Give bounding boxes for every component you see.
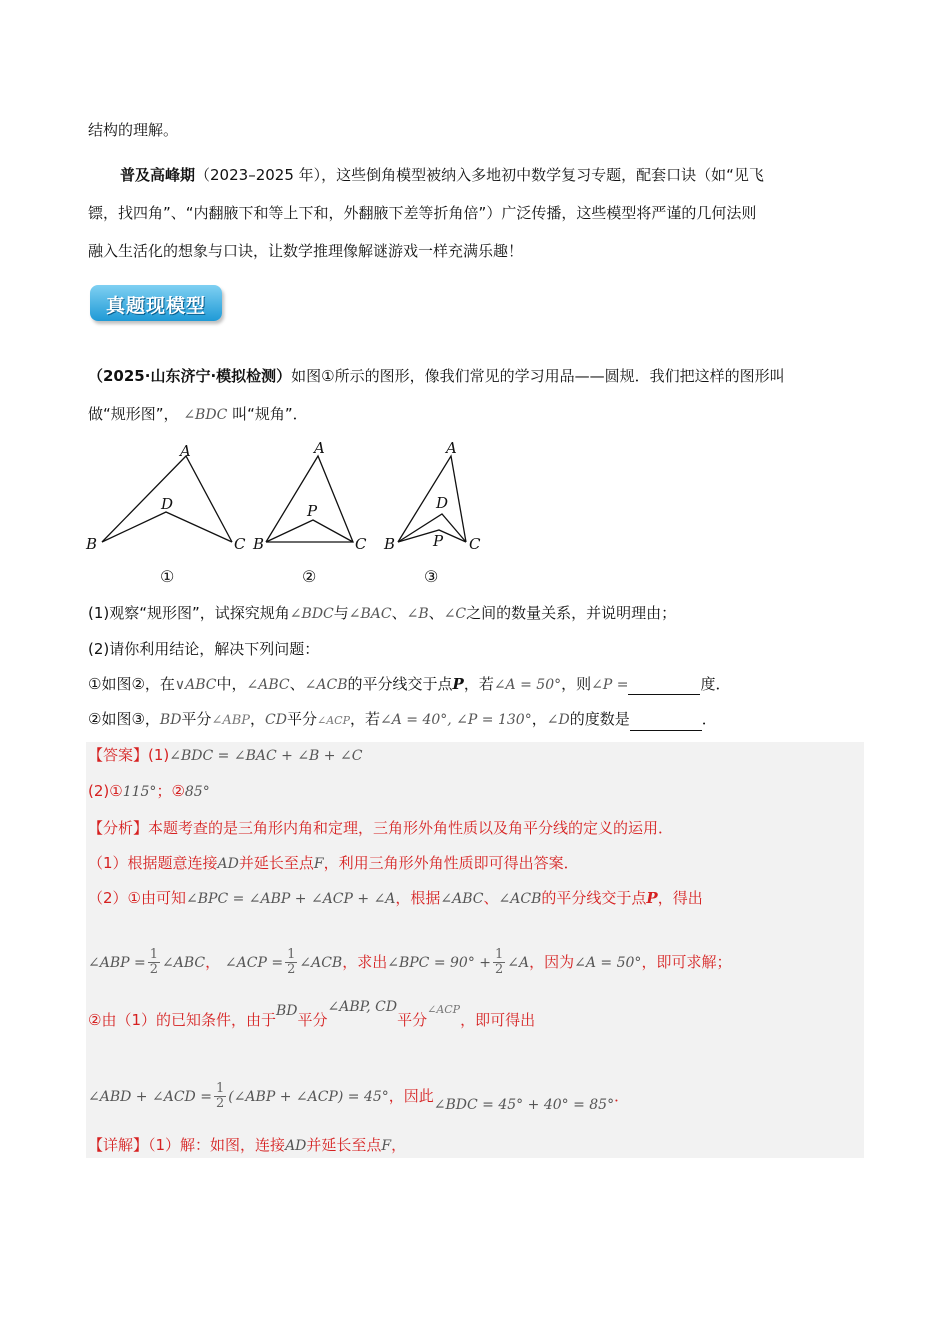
detail-prefix: （1）解：如图，连接	[148, 1136, 286, 1154]
step2-text-3: 的平分线交于点	[541, 889, 647, 907]
q22-prefix: ②如图③，	[88, 710, 160, 728]
formula4-math: ∠BDC = 45° + 40° = 85°	[433, 1097, 615, 1113]
step2-math-1: ∠BPC = ∠ABP + ∠ACP + ∠A	[186, 891, 396, 907]
step2-suffix: ，得出	[657, 889, 703, 907]
intro-line-4: 融入生活化的想象与口诀，让数学推理像解谜游戏一样充满乐趣！	[88, 242, 524, 260]
answer-2-math-2: 85°	[184, 784, 210, 800]
formula2-rhs: ∠ACB	[299, 955, 343, 971]
fig3-caption: ③	[424, 567, 439, 586]
detail-text-1: 并延长至点	[306, 1136, 382, 1154]
period-range: （2023–2025 年），	[195, 166, 337, 184]
analysis-line	[88, 818, 673, 838]
answer-1-prefix: (1)	[148, 746, 170, 764]
step3-math-1: BD	[276, 1003, 298, 1019]
fig2-caption: ②	[302, 567, 317, 586]
step3-suffix: ，即可得出	[460, 1011, 536, 1029]
step1-prefix: （1）根据题意连接	[88, 854, 218, 872]
step2-text-1: ，根据	[395, 889, 441, 907]
step3-math-2: ∠ABP, CD	[327, 999, 398, 1015]
period-label: 普及高峰期	[120, 166, 196, 184]
q1-text-1: 与	[333, 604, 349, 622]
q22-text-2: ，	[250, 710, 266, 728]
q21-prefix: ①如图②，在	[88, 675, 175, 693]
q21-math-3: ∠ACB	[304, 677, 348, 693]
fig1-caption: ①	[160, 567, 175, 586]
step1-text-1: 并延长至点	[238, 854, 314, 872]
fig2-triangle	[266, 456, 353, 542]
q21-suffix: 度．	[700, 675, 731, 693]
fraction-num: 1	[495, 947, 504, 962]
q22-math-1: BD	[159, 712, 182, 728]
analysis-text: 本题考查的是三角形内角和定理，三角形外角性质以及角平分线的定义的运用．	[148, 819, 674, 837]
answer-2-text-1: ；②	[156, 782, 185, 800]
fig1-label-b: B	[86, 535, 98, 553]
geometry-figures	[80, 436, 500, 588]
detail-line	[88, 1135, 406, 1156]
answer-line-1	[88, 745, 362, 766]
fraction-half-1	[148, 948, 160, 977]
q21-point-p: P	[452, 675, 464, 693]
answer-2-math-1: 115°	[122, 784, 157, 800]
formula3-lhs: ∠BPC = 90° +	[387, 955, 491, 971]
detail-tag: 【详解】	[88, 1136, 149, 1154]
fraction-den: 2	[215, 1096, 225, 1111]
step1-suffix: ，利用三角形外角性质即可得出答案．	[323, 854, 579, 872]
q21-math-5: ∠P =	[591, 677, 629, 693]
fig2-label-a: A	[314, 439, 325, 457]
analysis-step-1	[88, 853, 579, 874]
problem-stem-text-1: 如图①所示的图形，像我们常见的学习用品——圆规．我们把这样的图形叫	[291, 367, 785, 385]
fig1-label-c: C	[234, 535, 246, 553]
q21-text-5: ，则	[561, 675, 592, 693]
question-2-2	[88, 709, 717, 731]
formula4-rhs: (∠ABP + ∠ACP) = 45°	[228, 1089, 389, 1105]
analysis-tag: 【分析】	[88, 819, 149, 837]
q1-math-3: ∠B	[406, 606, 429, 622]
intro-line-2	[120, 165, 764, 185]
fig3-label-a: A	[446, 439, 457, 457]
answer-blank-2[interactable]	[630, 716, 702, 731]
formula1-rhs: ∠ABC	[162, 955, 206, 971]
q1-prefix: (1)观察“规形图”，试探究规角	[88, 604, 290, 622]
step2-point-p: P	[646, 889, 658, 907]
q21-math-1: ∨ABC	[174, 677, 217, 693]
answer-tag: 【答案】	[88, 746, 149, 764]
q22-math-6: ∠D	[546, 712, 570, 728]
q1-text-3: 、	[428, 604, 444, 622]
q21-text-2: 、	[289, 675, 305, 693]
formula3-rhs: ∠A	[507, 955, 530, 971]
formula4-text: ，因此	[388, 1087, 434, 1105]
analysis-step-3	[88, 999, 536, 1032]
step1-math-1: AD	[217, 856, 239, 872]
fig2-label-b: B	[253, 535, 265, 553]
fig1-label-a: A	[180, 442, 191, 460]
q22-math-3: CD	[265, 712, 287, 728]
formula1-lhs: ∠ABP =	[88, 955, 146, 971]
step3-math-3: ∠ACP	[427, 1003, 461, 1016]
formula4-suffix: ．	[614, 1087, 630, 1105]
question-2: (2)请你利用结论，解决下列问题：	[88, 640, 320, 658]
fraction-num: 1	[215, 1081, 225, 1096]
fig3-label-b: B	[384, 535, 396, 553]
step1-math-2: F	[313, 856, 324, 872]
answer-1-math: ∠BDC = ∠BAC + ∠B + ∠C	[169, 748, 363, 764]
q21-math-2: ∠ABC	[246, 677, 290, 693]
stem-2b: 叫“规角”．	[232, 405, 308, 423]
fig3-outer	[398, 456, 466, 542]
fraction-half-2	[285, 948, 297, 977]
formula-line-1	[88, 944, 731, 981]
question-1	[88, 603, 676, 624]
q1-math-2: ∠BAC	[348, 606, 392, 622]
step2-prefix: （2）①由可知	[88, 889, 186, 907]
q21-text-1: 中，	[216, 675, 247, 693]
q22-text-6: 的度数是	[569, 710, 630, 728]
fig1-inner	[102, 512, 232, 542]
fraction-half-3	[493, 948, 505, 977]
q22-text-1: 平分	[181, 710, 212, 728]
formula2-lhs: ∠ACP =	[224, 955, 284, 971]
fig1-label-d: D	[161, 495, 174, 513]
fig3-label-d: D	[436, 494, 449, 512]
fig2-inner	[266, 520, 353, 542]
formula3-suffix: ，即可求解；	[641, 953, 732, 971]
fig3-label-p: P	[433, 532, 444, 550]
formula2-text: ，求出	[342, 953, 388, 971]
intro-line-2-rest: 这些倒角模型被纳入多地初中数学复习专题，配套口诀（如“见飞	[336, 166, 764, 184]
intro-line-1: 结构的理解。	[88, 121, 179, 139]
answer-blank-1[interactable]	[628, 680, 700, 695]
q22-math-4: ∠ACP	[317, 714, 350, 727]
stem-2a: 做“规形图”，	[88, 405, 179, 423]
intro-line-3: 镖，找四角”、“内翻腋下和等上下和，外翻腋下差等折角倍”）广泛传播，这些模型将严谨的几何法则	[88, 204, 757, 222]
question-2-1	[88, 674, 731, 695]
analysis-step-2	[88, 888, 703, 909]
q21-math-4: ∠A = 50°	[493, 677, 562, 693]
step2-math-2: ∠ABC	[440, 891, 484, 907]
problem-stem-2	[88, 404, 308, 425]
answer-2-prefix: (2)①	[88, 782, 123, 800]
q1-math-4: ∠C	[443, 606, 467, 622]
q1-text-2: 、	[391, 604, 407, 622]
section-badge-label: 真题现模型	[105, 295, 206, 317]
detail-math-2: F	[381, 1138, 392, 1154]
step3-prefix: ②由（1）的已知条件，由于	[88, 1011, 276, 1029]
q1-suffix: 之间的数量关系，并说明理由；	[466, 604, 677, 622]
step3-text-1: 平分	[297, 1011, 328, 1029]
fraction-half-4	[214, 1082, 226, 1111]
fig2-label-c: C	[355, 535, 367, 553]
q22-math-2: ∠ABP	[211, 713, 251, 728]
step2-math-3: ∠ACB	[498, 891, 542, 907]
detail-suffix: ，	[391, 1136, 407, 1154]
q22-text-4: ，若	[349, 710, 380, 728]
fraction-den: 2	[287, 962, 296, 977]
fraction-den: 2	[149, 962, 159, 977]
formula4-lhs: ∠ABD + ∠ACD =	[88, 1089, 212, 1105]
problem-source: （2025·山东济宁·模拟检测）	[88, 367, 292, 385]
formula-line-2	[88, 1078, 629, 1115]
section-badge	[90, 285, 222, 321]
q21-text-4: ，若	[463, 675, 494, 693]
formula1-sep: ，	[205, 953, 221, 971]
problem-stem-1	[88, 366, 785, 386]
fig3-label-c: C	[469, 535, 481, 553]
q21-text-3: 的平分线交于点	[347, 675, 453, 693]
fraction-num: 1	[287, 947, 296, 962]
q1-math-1: ∠BDC	[289, 606, 334, 622]
stem-2-math: ∠BDC	[183, 407, 228, 423]
fig2-label-p: P	[307, 502, 318, 520]
formula3-math: ∠A = 50°	[574, 955, 642, 971]
answer-line-2	[88, 781, 210, 802]
detail-math-1: AD	[285, 1138, 307, 1154]
q22-text-5: ，	[531, 710, 547, 728]
fraction-den: 2	[495, 962, 504, 977]
q22-math-5: ∠A = 40°, ∠P = 130°	[380, 712, 532, 728]
step3-text-2: 平分	[397, 1011, 428, 1029]
step2-text-2: 、	[483, 889, 499, 907]
formula3-text: ，因为	[529, 953, 575, 971]
q22-text-3: 平分	[286, 710, 317, 728]
fraction-num: 1	[149, 947, 159, 962]
q22-suffix: ．	[701, 710, 717, 728]
